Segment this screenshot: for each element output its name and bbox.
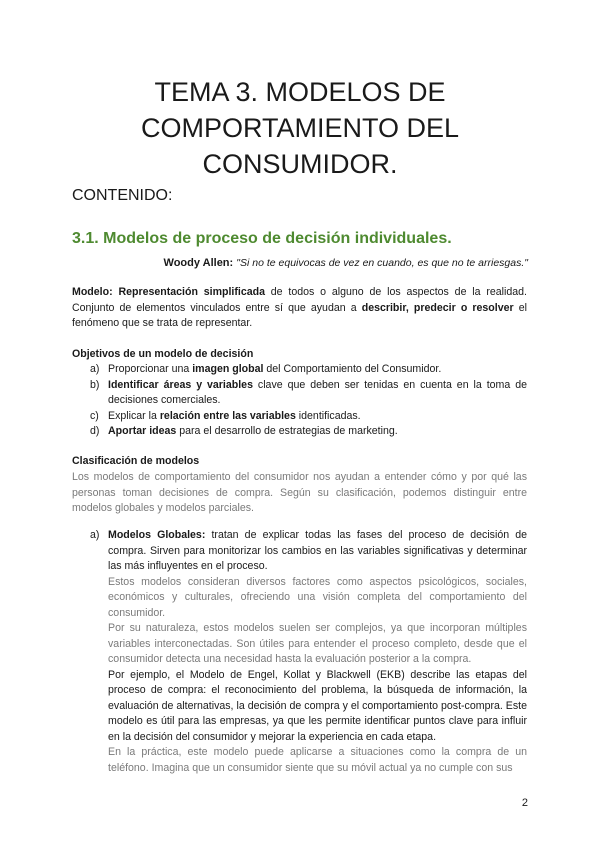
objetivo-item-c (72, 409, 527, 425)
modelo-label: Modelo: (72, 286, 113, 298)
item-bold: relación entre las variables (159, 409, 296, 422)
objetivo-item-b (72, 378, 527, 409)
objetivo-item-d (72, 424, 527, 440)
globales-label: Modelos Globales: (108, 529, 206, 541)
globales-paragraph-5: En la práctica, este modelo puede aplicarse a situaciones como la compra de un teléfono. Imagina que un consumidor siente que su móvil actual ya no cumple con sus (108, 746, 527, 774)
objetivos-heading (72, 347, 527, 363)
modelos-globales-item (90, 528, 527, 776)
item-bold: imagen global (192, 363, 264, 375)
item-text: identificadas. (295, 409, 361, 422)
modelo-definition (72, 285, 527, 332)
objetivos-heading-text: Objetivos de un modelo de decisión (72, 348, 254, 360)
contenido-heading: CONTENIDO: (72, 187, 173, 204)
item-text: del Comportamiento del Consumidor. (263, 363, 442, 375)
globales-intro (108, 528, 527, 575)
clasificacion-intro: Los modelos de comportamiento del consumidor nos ayudan a entender cómo y por qué las personas toman decisiones de compra. Según su clasificación, podemos distinguir entre modelos globales y modelos parciales. (72, 471, 527, 514)
globales-paragraph-4: Por ejemplo, el Modelo de Engel, Kollat y Blackwell (EKB) describe las etapas del proceso de compra: el reconocimiento del problema, la búsqueda de información, la evaluación de alternativas, la decisión de compra y el comportamiento post-compra. Este modelo es útil para las empresas, ya que les permite identificar puntos clave para influir en la decisión del consumidor y mejorar la experiencia en cada etapa. (108, 668, 527, 743)
title-line-3: CONSUMIDOR. (202, 149, 398, 179)
list-marker: b) (90, 378, 100, 391)
list-marker: a) (90, 529, 100, 541)
globales-paragraph-2: Estos modelos consideran diversos factores como aspectos psicológicos, sociales, económicos y culturales, ofreciendo una visión completa del comportamiento del consumidor. (108, 575, 527, 619)
item-bold: Aportar ideas (108, 425, 177, 437)
list-marker: a) (90, 363, 100, 375)
clasificacion-heading (72, 454, 527, 470)
globales-paragraph-3: Por su naturaleza, estos modelos suelen ser complejos, ya que incorporan múltiples variables interconectadas. Son útiles para entender el proceso completo, desde que el consumidor detecta una necesidad hasta la evaluación posterior a la compra. (108, 622, 527, 665)
item-text: para el desarrollo de estrategias de marketing. (176, 425, 398, 437)
quote-author: Woody Allen: (163, 257, 234, 269)
item-bold: Identificar áreas y variables (108, 378, 253, 391)
quote-text: "Si no te equivocas de vez en cuando, es que no te arriesgas." (236, 257, 528, 269)
section-heading: 3.1. Modelos de proceso de decisión individuales. (72, 230, 452, 247)
modelo-text-1: de todos o alguno de los aspectos de la realidad. Conjunto de elementos vinculados entre sí que ayudan a (72, 286, 527, 314)
objetivo-item-a (72, 362, 527, 378)
clasificacion-heading-text: Clasificación de modelos (72, 455, 200, 467)
objetivos-list (72, 362, 527, 440)
list-marker: c) (90, 409, 99, 422)
title-line-1: TEMA 3. MODELOS DE (154, 77, 446, 107)
list-marker: d) (90, 425, 100, 437)
modelo-bold-2: describir, predecir o resolver (361, 301, 514, 314)
item-text: Proporcionar una (108, 363, 193, 375)
item-text: clave que deben ser tenidas en cuenta en la toma de decisiones comerciales. (108, 378, 527, 406)
page-number: 2 (521, 797, 528, 809)
quote (164, 257, 528, 269)
modelo-text-2: el fenómeno que se trata de representar. (72, 301, 527, 329)
page-title (72, 74, 528, 182)
modelo-bold-1: Representación simplificada (118, 286, 265, 298)
globales-intro-text: tratan de explicar todas las fases del proceso de decisión de compra. Sirven para monitorizar los cambios en las variables significativas y determinar las más influyentes en el proceso. (108, 529, 527, 572)
item-text: Explicar la (108, 409, 160, 422)
title-line-2: COMPORTAMIENTO DEL (140, 113, 460, 143)
